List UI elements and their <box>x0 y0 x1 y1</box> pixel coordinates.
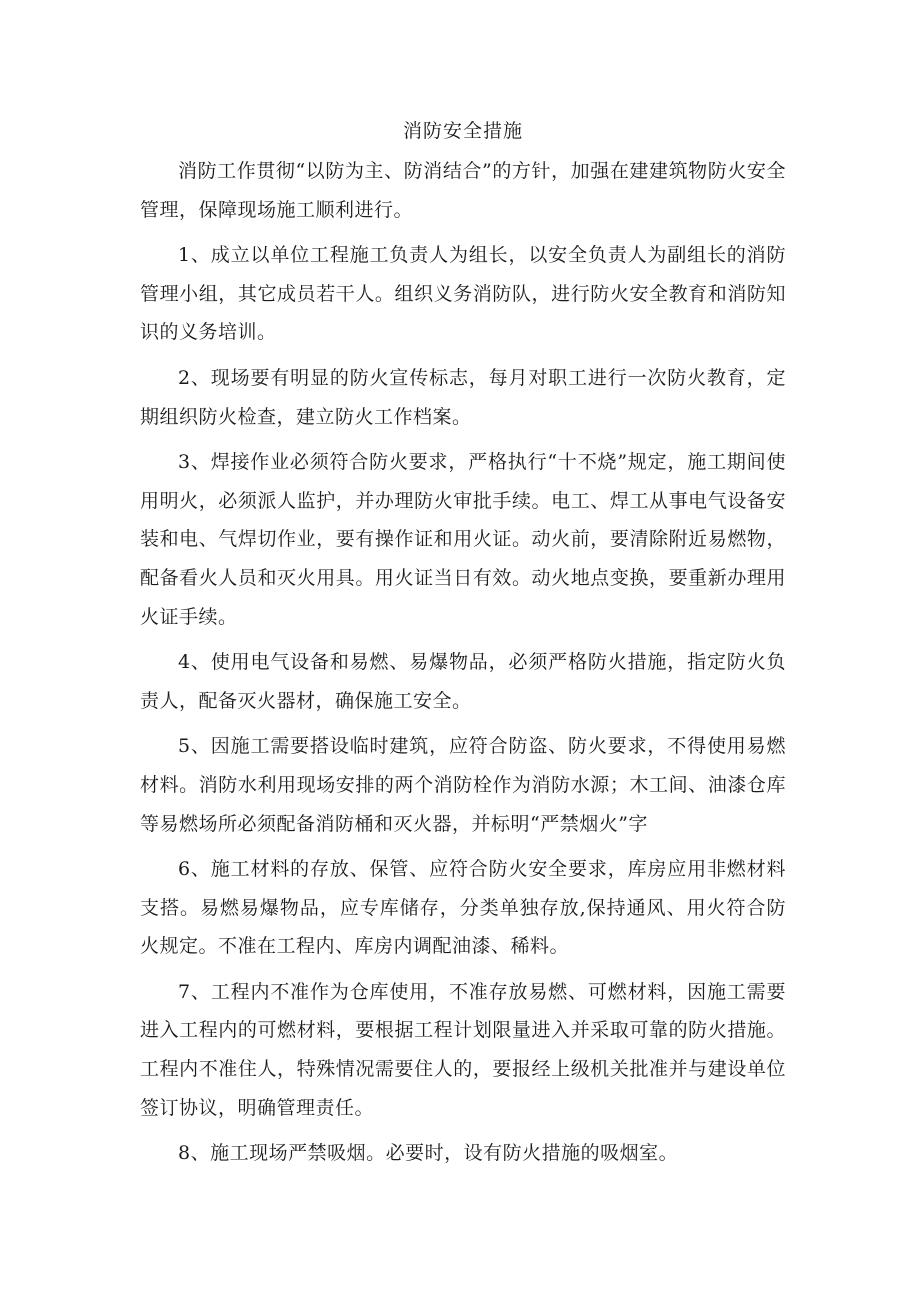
document-body <box>140 112 786 1180</box>
paragraph-item-5: 5、因施工需要搭设临时建筑，应符合防盗、防火要求，不得使用易燃材料。消防水利用现场安排的两个消防栓作为消防水源；木工间、油漆仓库等易燃场所必须配备消防桶和灭火器，并标明“严禁烟火”字 <box>140 735 786 835</box>
paragraph-item-2: 2、现场要有明显的防火宣传标志，每月对职工进行一次防火教育，定期组织防火检查，建立防火工作档案。 <box>140 366 786 428</box>
paragraph-item-8: 8、施工现场严禁吸烟。必要时，设有防火措施的吸烟室。 <box>178 1142 679 1165</box>
paragraph-item-4: 4、使用电气设备和易燃、易爆物品，必须严格防火措施，指定防火负责人，配备灭火器材，确保施工安全。 <box>140 651 786 712</box>
paragraph-item-6: 6、施工材料的存放、保管、应符合防火安全要求，库房应用非燃材料支搭。易燃易爆物品，应专库储存，分类单独存放,保持通风、用火符合防火规定。不准在工程内、库房内调配油漆、稀料。 <box>140 858 786 958</box>
paragraph-item-1: 1、成立以单位工程施工负责人为组长，以安全负责人为副组长的消防管理小组，其它成员若干人。组织义务消防队，进行防火安全教育和消防知识的义务培训。 <box>140 244 786 344</box>
paragraph-item-7: 7、工程内不准作为仓库使用，不准存放易燃、可燃材料，因施工需要进入工程内的可燃材料，要根据工程计划限量进入并采取可靠的防火措施。工程内不准住人，特殊情况需要住人的，要报经上级机关批准并与建设单位签订协议，明确管理责任。 <box>140 980 786 1119</box>
page-title: 消防安全措施 <box>402 120 523 142</box>
paragraph-item-3: 3、焊接作业必须符合防火要求，严格执行“十不烧”规定，施工期间使用明火，必须派人监护，并办理防火审批手续。电工、焊工从事电气设备安装和电、气焊切作业，要有操作证和用火证。动火前，要清除附近易燃物，配备看火人员和灭火用具。用火证当日有效。动火地点变换，要重新办理用火证手续。 <box>140 451 786 628</box>
intro-paragraph: 消防工作贯彻“以防为主、防消结合”的方针，加强在建建筑物防火安全管理，保障现场施工顺利进行。 <box>140 160 786 221</box>
